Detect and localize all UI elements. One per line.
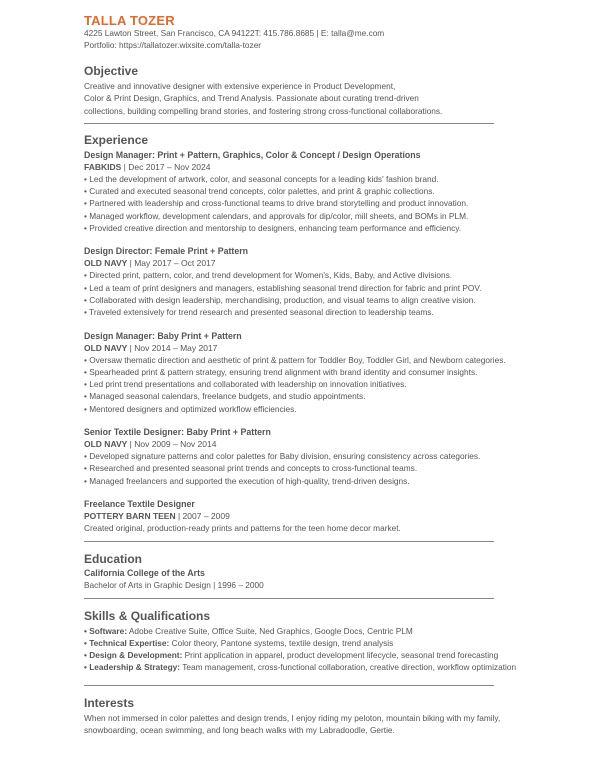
- job-entry: [84, 245, 544, 318]
- job-entry: [84, 149, 544, 234]
- skill-text: Adobe Creative Suite, Office Suite, Ned Graphics, Google Docs, Centric PLM: [127, 625, 413, 636]
- job-entry: [84, 426, 544, 487]
- job-dates: | Nov 2009 – Nov 2014: [127, 439, 217, 450]
- skill-text: Team management, cross-functional collaboration, creative direction, workflow optimization: [180, 662, 517, 673]
- job-bullet: • Provided creative direction and mentorship to designers, enhancing team performance and efficiency.: [84, 223, 462, 234]
- job-entry: [84, 330, 544, 415]
- resume-page: [84, 14, 544, 736]
- job-company: POTTERY BARN TEEN: [84, 510, 176, 521]
- skill-item: [84, 649, 544, 661]
- contact-portfolio: Portfolio: https://tallatozer.wixsite.com/talla-tozer: [84, 39, 262, 50]
- job-company-line: [84, 342, 544, 354]
- job-bullet: • Managed workflow, development calendars, and approvals for dip/color, mill sheets, and BOMs in PLM.: [84, 210, 469, 221]
- job-bullet: • Led a team of print designers and managers, establishing seasonal trend direction for fabric and print POV.: [84, 282, 482, 293]
- section-divider: [84, 598, 494, 599]
- job-company-line: [84, 161, 544, 173]
- skill-label: • Technical Expertise:: [84, 637, 170, 648]
- job-bullet: • Partnered with leadership and cross-functional teams to drive brand storytelling and product innovation.: [84, 198, 469, 209]
- job-bullet: • Led print trend presentations and collaborated with leadership on innovation initiatives.: [84, 379, 407, 390]
- job-bullet: • Spearheaded print & pattern strategy, ensuring trend alignment with brand identity and consumer insights.: [84, 366, 478, 377]
- job-bullet: • Collaborated with design leadership, merchandising, production, and visual teams to align creative vision.: [84, 294, 476, 305]
- skills-list: [84, 625, 544, 674]
- skill-label: • Leadership & Strategy:: [84, 662, 181, 673]
- interests-line: When not immersed in color palettes and design trends, I enjoy riding my peloton, mountain biking with my family,: [84, 712, 501, 723]
- job-bullet: • Led the development of artwork, color, and seasonal concepts for a leading kids' fashion brand.: [84, 173, 439, 184]
- job-bullet: • Curated and executed seasonal trend concepts, color palettes, and print & graphic collections.: [84, 186, 435, 197]
- job-role: Freelance Textile Designer: [84, 498, 195, 509]
- skill-item: [84, 625, 544, 637]
- skills-title: Skills & Qualifications: [84, 608, 211, 623]
- contact-address: 4225 Lawton Street, San Francisco, CA 94122T: 415.786.8685 | E: talla@me.com: [84, 28, 385, 38]
- job-bullet: • Directed print, pattern, color, and trend development for Women's, Kids, Baby, and Active divisions.: [84, 270, 453, 281]
- objective-line: Creative and innovative designer with extensive experience in Product Development,: [84, 81, 396, 91]
- skill-text: Color theory, Pantone systems, textile design, trend analysis: [169, 637, 394, 648]
- objective-line: collections, building compelling brand stories, and fostering strong cross-functional collaborations.: [84, 105, 443, 116]
- job-bullet: • Managed seasonal calendars, freelance budgets, and studio appointments.: [84, 391, 366, 402]
- job-company: OLD NAVY: [84, 439, 128, 450]
- job-description: Created original, production-ready prints and patterns for the teen home decor market.: [84, 522, 401, 533]
- skill-text: Print application in apparel, product development lifecycle, seasonal trend forecasting: [182, 650, 499, 661]
- section-divider: [84, 685, 494, 686]
- job-bullet: • Managed freelancers and supported the execution of high-quality, trend-driven designs.: [84, 475, 410, 486]
- objective-text: [84, 80, 544, 117]
- candidate-name: TALLA TOZER: [84, 13, 175, 28]
- job-entry: [84, 498, 544, 534]
- objective-line: Color & Print Design, Graphics, and Trend Analysis. Passionate about curating trend-driven: [84, 93, 419, 104]
- job-bullet: • Researched and presented seasonal print trends and concepts to cross-functional teams.: [84, 463, 418, 474]
- job-company-line: [84, 438, 544, 450]
- skill-item: [84, 637, 544, 649]
- job-dates: | Dec 2017 – Nov 2024: [121, 161, 211, 172]
- section-divider: [84, 541, 494, 542]
- objective-title: Objective: [84, 64, 139, 78]
- job-bullet: • Developed signature patterns and color palettes for Baby division, ensuring consistency across categories.: [84, 451, 481, 462]
- section-divider: [84, 123, 494, 124]
- job-role: Senior Textile Designer: Baby Print + Pattern: [84, 427, 271, 438]
- interests-title: Interests: [84, 695, 135, 710]
- job-bullet: • Oversaw thematic direction and aesthetic of print & pattern for Toddler Boy, Toddler Girl, and Newborn categories.: [84, 354, 506, 365]
- skill-label: • Software:: [84, 625, 128, 636]
- job-role: Design Manager: Baby Print + Pattern: [84, 330, 242, 341]
- job-company: FABKIDS: [84, 161, 122, 172]
- education-degree: Bachelor of Arts in Graphic Design | 1996 – 2000: [84, 580, 264, 591]
- job-company: OLD NAVY: [84, 342, 128, 353]
- job-company-line: [84, 510, 544, 522]
- education-school: California College of the Arts: [84, 568, 205, 579]
- job-dates: | 2007 – 2009: [175, 510, 230, 521]
- skill-label: • Design & Development:: [84, 650, 183, 661]
- interests-line: snowboarding, ocean swimming, and long beach walks with my Labradoodle, Gertie.: [84, 725, 395, 736]
- job-dates: | May 2017 – Oct 2017: [127, 258, 216, 269]
- experience-title: Experience: [84, 132, 149, 147]
- job-bullet: • Traveled extensively for trend research and presented seasonal direction to leadership teams.: [84, 307, 434, 318]
- education-title: Education: [84, 552, 143, 567]
- job-company: OLD NAVY: [84, 258, 128, 269]
- skill-item: [84, 661, 544, 673]
- job-dates: | Nov 2014 – May 2017: [127, 342, 218, 353]
- job-bullet: • Mentored designers and optimized workflow efficiencies.: [84, 403, 297, 414]
- job-role: Design Director: Female Print + Pattern: [84, 246, 249, 257]
- interests-text: [84, 712, 544, 737]
- job-company-line: [84, 257, 544, 269]
- job-role: Design Manager: Print + Pattern, Graphics, Color & Concept / Design Operations: [84, 149, 421, 160]
